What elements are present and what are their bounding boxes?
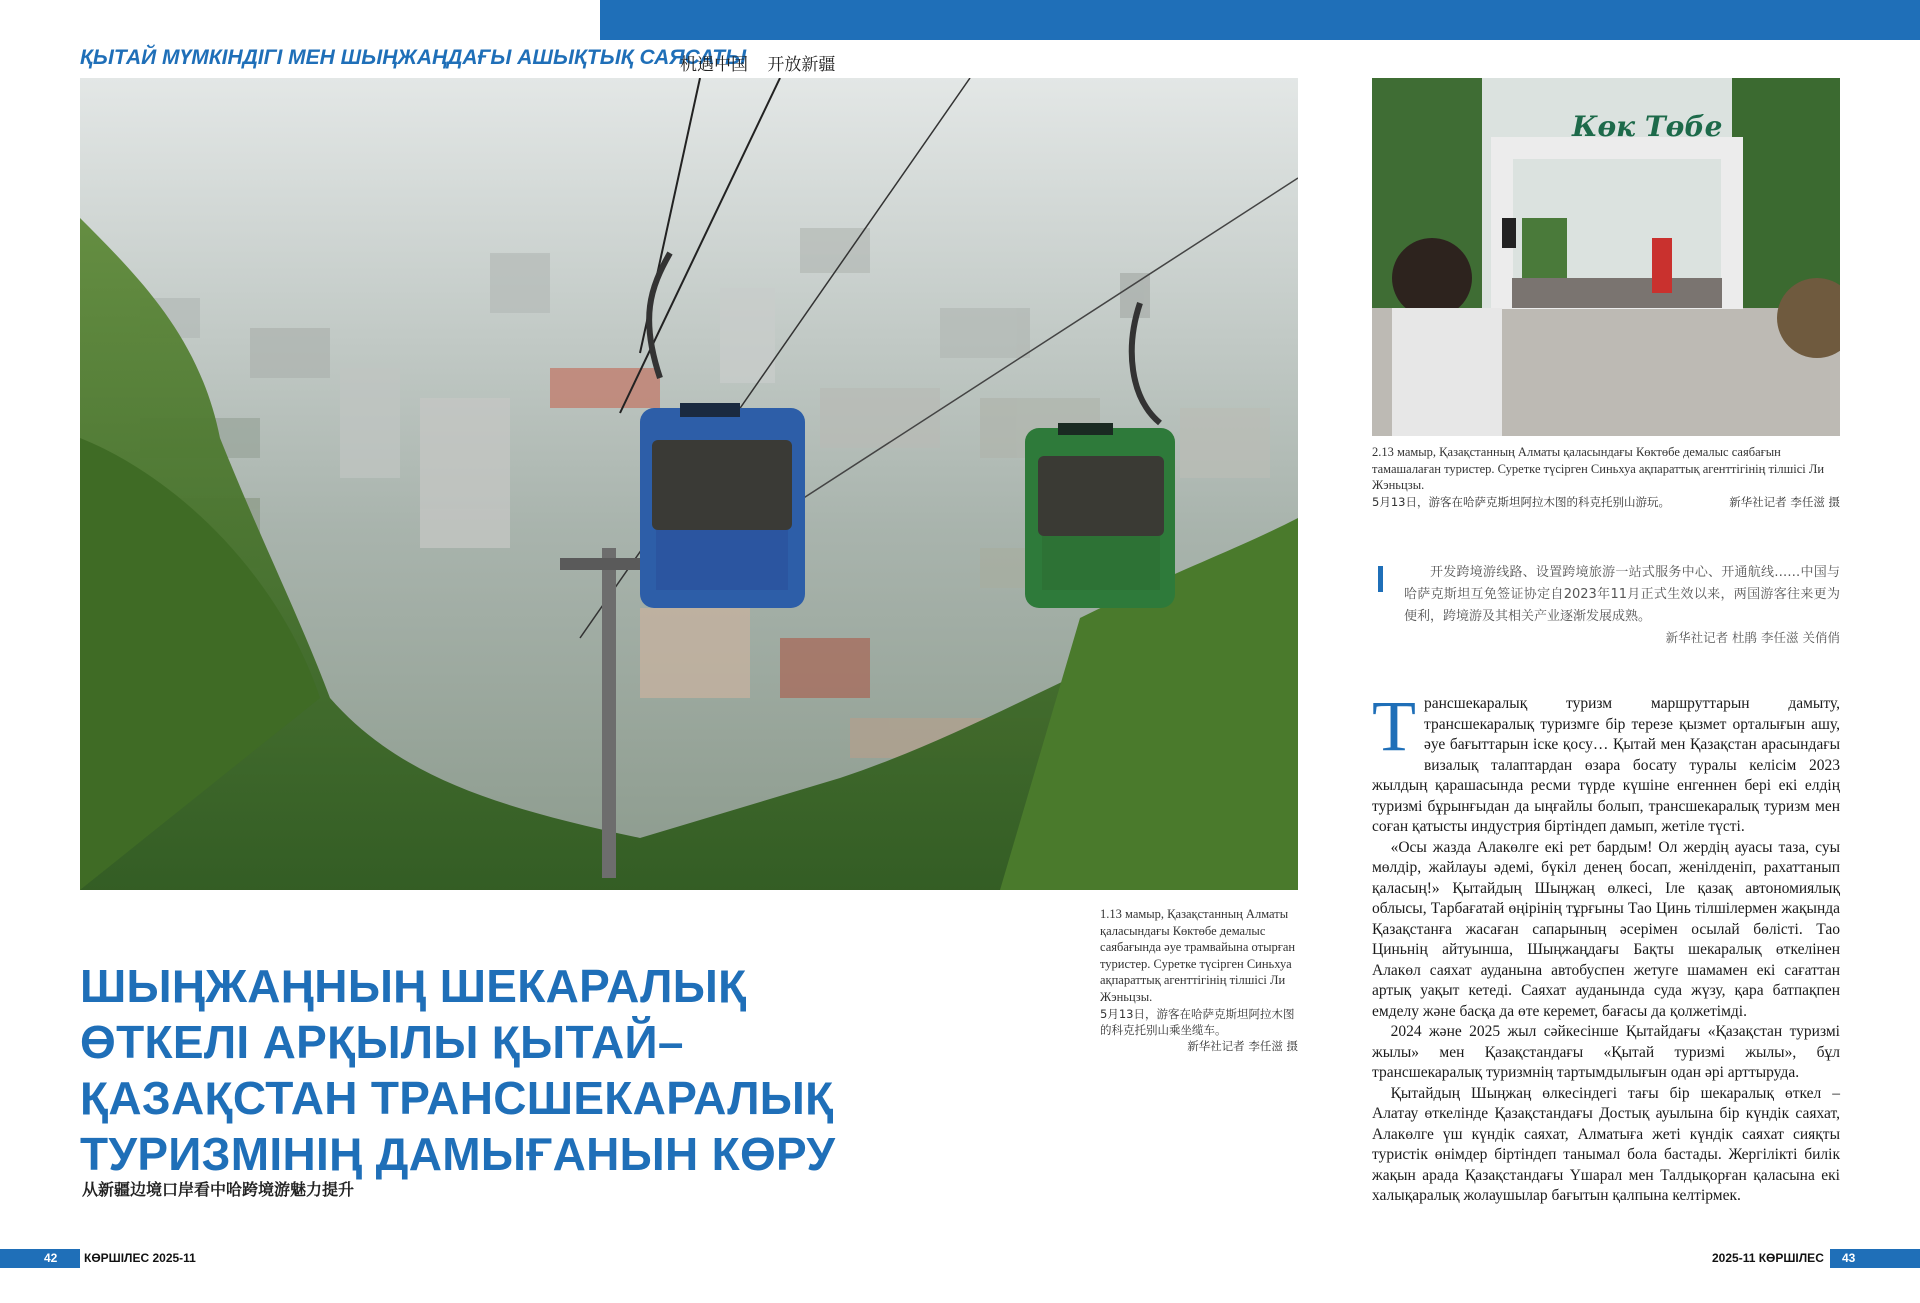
footer-right-label-area <box>990 1249 1830 1268</box>
body-paragraph <box>1372 686 1840 838</box>
section-header-kz: ҚЫТАЙ МҮМКІНДІГІ МЕН ШЫҢЖАҢДАҒЫ АШЫҚТЫҚ САЯСАТЫ <box>80 46 747 69</box>
photo2-credit: 新华社记者 李任滋 摄 <box>1729 495 1840 509</box>
photo1-caption-cn: 5月13日，游客在哈萨克斯坦阿拉木图的科克托别山乘坐缆车。 <box>1100 1007 1295 1037</box>
top-color-band <box>600 0 1920 40</box>
right-photo-koktobe <box>1372 78 1840 436</box>
body-paragraph-1-text: рансшекаралық туризм маршруттарын дамыту, трансшекаралық туризмге бір терезе қызмет орталығын ашу, әуе бағыттарын іске қосу… Қытай мен Қазақстан арасындағы визалық талаптардан өзара босату туралы келісім 2023 жылдың қарашасында ресми түрде күшіне енгеннен бері екі елдің туризмі бұрынғыдан да ыңғайлы болып, трансшекаралық туризм мен соған қатысты индустрия біртіндеп дамып, жетіле түсті. <box>1372 695 1840 835</box>
article-subtitle-cn: 从新疆边境口岸看中哈跨境游魅力提升 <box>82 1180 355 1199</box>
photo2-caption-cn-row <box>1372 494 1840 510</box>
body-paragraph-2: «Осы жазда Алакөлге екі рет бардым! Ол жердің ауасы таза, суы мөлдір, жайлауы әдемі, бүкіл денең босап, женілденіп, рахаттанып қаласың!» Қытайдың Шыңжаң өлкесі, Іле қазақ автономиялық облысы, Тарбағатай өңірінің тұрғыны Тао Цинь тілшілермен жақында Қазақстанға жасаған сапарының әсерімен осылай бөлісті. Тао Циньнің айтуынша, Шыңжаңдағы Бақты шекаралық өткелінен Алакөл саяхат ауданына автобуспен жетуге шамамен екі сағаттан артық уақыт кетеді. Саяхат ауданында суда жүзу, қара батпақпен емделу және басқа да өте керемет, бағасы да қолжетімді. <box>1372 838 1840 1020</box>
body-paragraph-4: Қытайдың Шыңжаң өлкесіндегі тағы бір шекаралық өткел – Алатау өткелінде Қазақстандағы Достық ауылына бір күндік саяхат, Алакөлге үш күндік саяхат, Алматыға жеті күндік саяхат сияқты туристік өнімдер біртіндеп танымал бола бастады. Жергілікті билік жақын арада Қазақстандағы Үшарал мен Талдықорған қаласына екі халықаралық жолаушылар бағытын қалпына келтірмек. <box>1372 1084 1840 1204</box>
lead-paragraph-cn: 开发跨境游线路、设置跨境旅游一站式服务中心、开通航线……中国与哈萨克斯坦互免签证协定自2023年11月正式生效以来，两国游客往来更为便利，跨境游及其相关产业逐渐发展成熟。 <box>1404 565 1840 624</box>
dropcap-letter: Т <box>1372 686 1416 766</box>
main-photo-cable-car <box>80 78 1298 890</box>
lead-credit: 新华社记者 杜鹃 李任滋 关俏俏 <box>1665 630 1840 645</box>
body-paragraph-3: 2024 және 2025 жыл сәйкесінше Қытайдағы «Қазақстан туризмі жылы» мен Қазақстандағы «Қытай туризмі жылы», бұл трансшекаралық туризмнің тартымдылығын одан әрі арттыруда. <box>1372 1023 1840 1081</box>
page-number-right: 43 <box>1842 1251 1856 1265</box>
footer-right-text: 2025-11 КӨРШІЛЕС <box>1712 1251 1824 1265</box>
section-header-cn: 机遇中国 开放新疆 <box>680 55 836 75</box>
photo1-credit: 新华社记者 李任滋 摄 <box>1187 1039 1298 1053</box>
photo2-caption-kz: 2.13 мамыр, Қазақстанның Алматы қаласындағы Көктөбе демалыс саябағын тамашалаған туристер. Суретке түсірген Синьхуа ақпараттық агенттігінің тілшісі Ли Жэньцзы. <box>1372 445 1825 492</box>
koktobe-sign: Көк Төбе <box>1572 110 1723 143</box>
footer-left-text: КӨРШІЛЕС 2025-11 <box>84 1251 196 1265</box>
page-number-left: 42 <box>44 1251 58 1265</box>
photo1-caption-kz: 1.13 мамыр, Қазақстанның Алматы қаласындағы Көктөбе демалыс саябағында әуе трамвайына отырған туристер. Суретке түсірген Синьхуа ақпараттық агенттігінің тілшісі Ли Жэньцзы. <box>1100 907 1296 1004</box>
article-title-kz: ШЫҢЖАҢНЫҢ ШЕКАРАЛЫҚ ӨТКЕЛІ АРҚЫЛЫ ҚЫТАЙ–ҚАЗАҚСТАН ТРАНСШЕКАРАЛЫҚ ТУРИЗМІНІҢ ДАМЫҒАНЫН КӨРУ <box>80 960 836 1180</box>
photo2-caption-cn: 5月13日，游客在哈萨克斯坦阿拉木图的科克托别山游玩。 <box>1372 495 1670 509</box>
footer-left-label-area <box>80 1249 930 1268</box>
lead-accent-bar <box>1378 566 1383 592</box>
article-body <box>1372 686 1840 1207</box>
